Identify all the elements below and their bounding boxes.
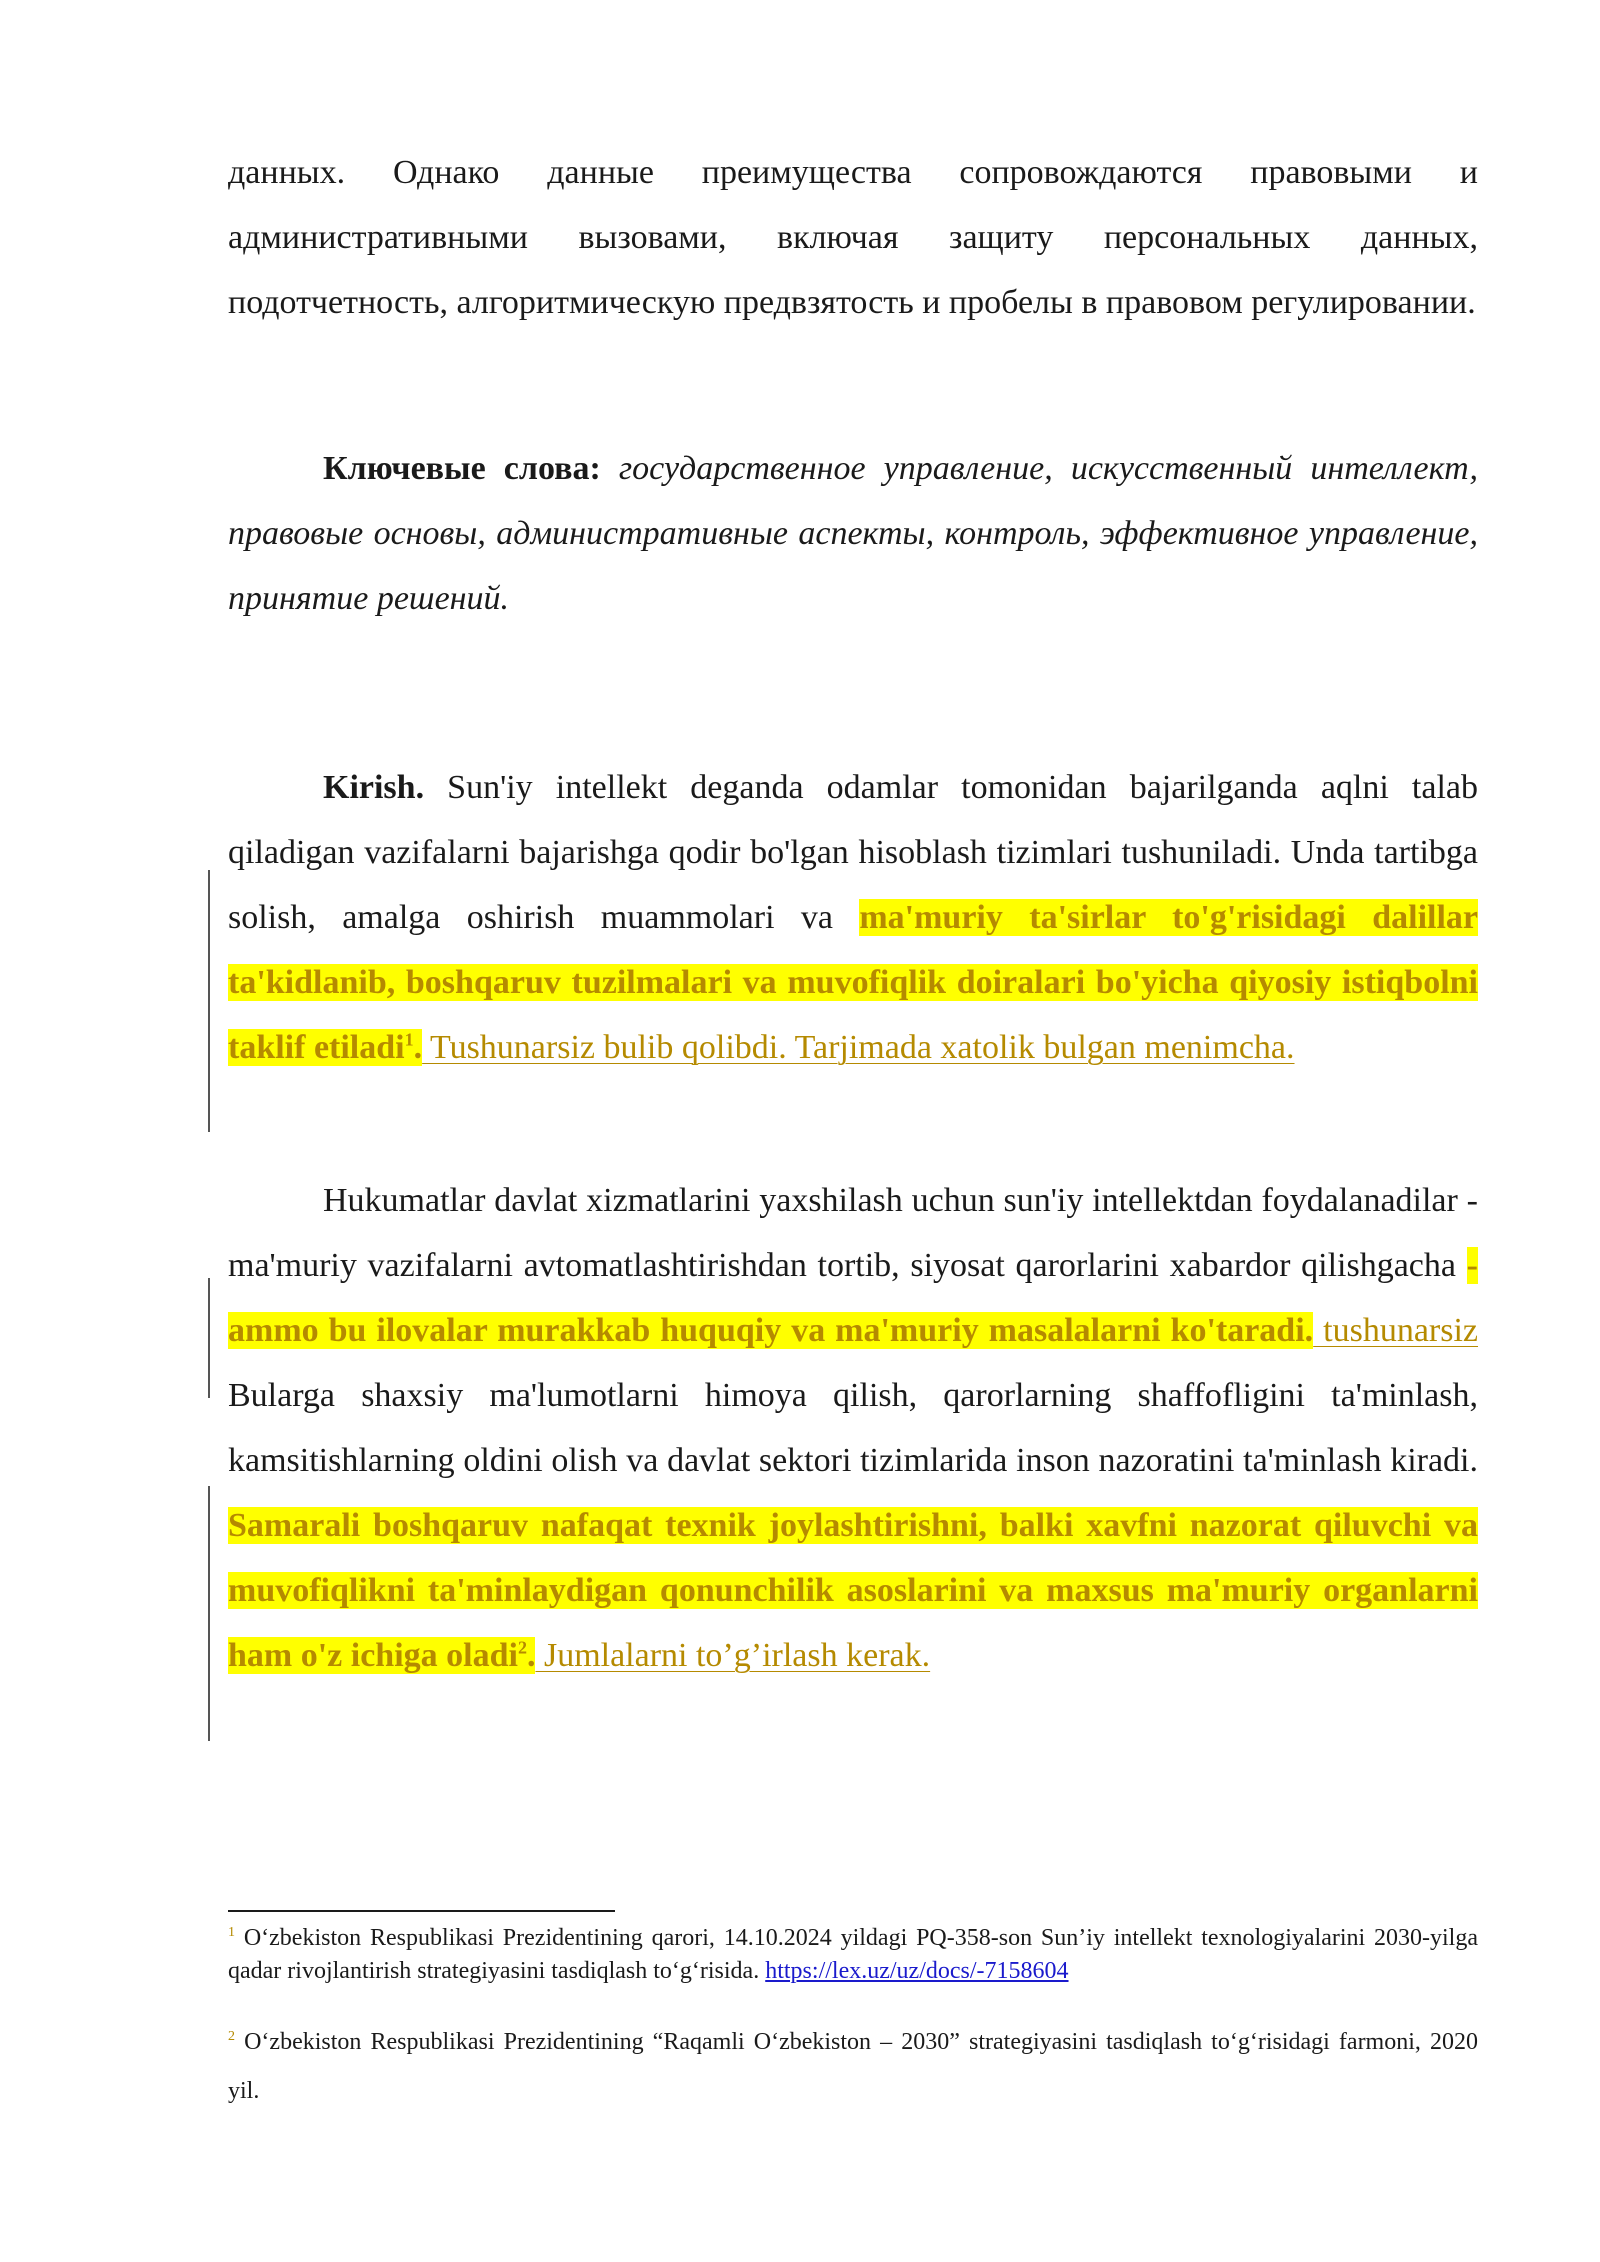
keywords-label: Ключевые слова: [323,450,601,487]
para2-text-1: Hukumatlar davlat xizmatlarini yaxshilash uchun sun'iy intellektdan foydalanadilar - ma'muriy vazifalarni avtomatlashtirishdan tortib, siyosat qarorlarini xabardor qilishgacha [228,1182,1478,1284]
highlighted-text: - ammo bu ilovalar murakkab huquqiy va ma'muriy masalalarni ko'taradi. [228,1247,1478,1349]
intro-text: Sun'iy intellekt deganda odamlar tomonidan bajarilganda aqlni talab qiladigan vazifalarni bajarishga qodir bo'lgan hisoblash tizimlari tushuniladi. Unda tartibga solish, amalga oshirish muammolari va [228,769,1478,936]
review-comment: tushunarsiz [1313,1312,1479,1349]
keywords-paragraph [228,436,1478,631]
change-bar [208,1278,210,1398]
highlight-content: ma'muriy ta'sirlar to'g'risidagi dalillar ta'kidlanib, boshqaruv tuzilmalari va muvofiqlik doiralari bo'yicha qiyosiy istiqbolni taklif etiladi [228,899,1478,1066]
footnote-number: 1 [228,1925,235,1940]
review-comment: Tushunarsiz bulib qolibdi. Tarjimada xatolik bulgan menimcha. [422,1029,1295,1066]
review-comment: Jumlalarni to’g’irlash kerak. [535,1637,931,1674]
keywords-text: государственное управление, искусственный интеллект, правовые основы, административные аспекты, контроль, эффективное управление, принятие решений. [228,450,1478,617]
intro-label: Kirish. [323,769,425,806]
footnote-link[interactable]: https://lex.uz/uz/docs/-7158604 [765,1958,1069,1984]
footnote-2 [228,2018,1478,2116]
change-bar [208,870,210,1132]
abstract-end-paragraph: данных. Однако данные преимущества сопровождаются правовыми и административными вызовами, включая защиту персональных данных, подотчетность, алгоритмическую предвзятость и пробелы в правовом регулировании. [228,154,1478,321]
intro-paragraph [228,755,1478,1080]
highlight-end: . [526,1637,536,1674]
footnote-text: O‘zbekiston Respublikasi Prezidentining “Raqamli O‘zbekiston – 2030” strategiyasini tasdiqlash to‘g‘risidagi farmoni, 2020 yil. [228,2029,1478,2104]
highlight-end: . [413,1029,423,1066]
paragraph-2 [228,1168,1478,1688]
footnote-ref-2[interactable]: 2 [517,1637,527,1658]
footnote-text: O‘zbekiston Respublikasi Prezidentining qarori, 14.10.2024 yildagi PQ-358-son Sun’iy intellekt texnologiyalarini 2030-yilga qadar rivojlantirish strategiyasini tasdiqlash to‘g‘risida. [228,1925,1478,1984]
change-bar [208,1486,210,1741]
highlight-content: Samarali boshqaruv nafaqat texnik joylashtirishni, balki xavfni nazorat qiluvchi va muvofiqlikni ta'minlaydigan qonunchilik asoslarini va maxsus ma'muriy organlarni ham o'z ichiga oladi [228,1507,1478,1674]
para2-text-2: Bularga shaxsiy ma'lumotlarni himoya qilish, qarorlarning shaffofligini ta'minlash, kamsitishlarning oldini olish va davlat sektori tizimlarida inson nazoratini ta'minlash kiradi. [228,1377,1478,1479]
footnote-separator [228,1910,615,1912]
footnote-ref-1[interactable]: 1 [404,1029,414,1050]
footnote-number: 2 [228,2029,235,2044]
footnote-1 [228,1922,1478,1988]
